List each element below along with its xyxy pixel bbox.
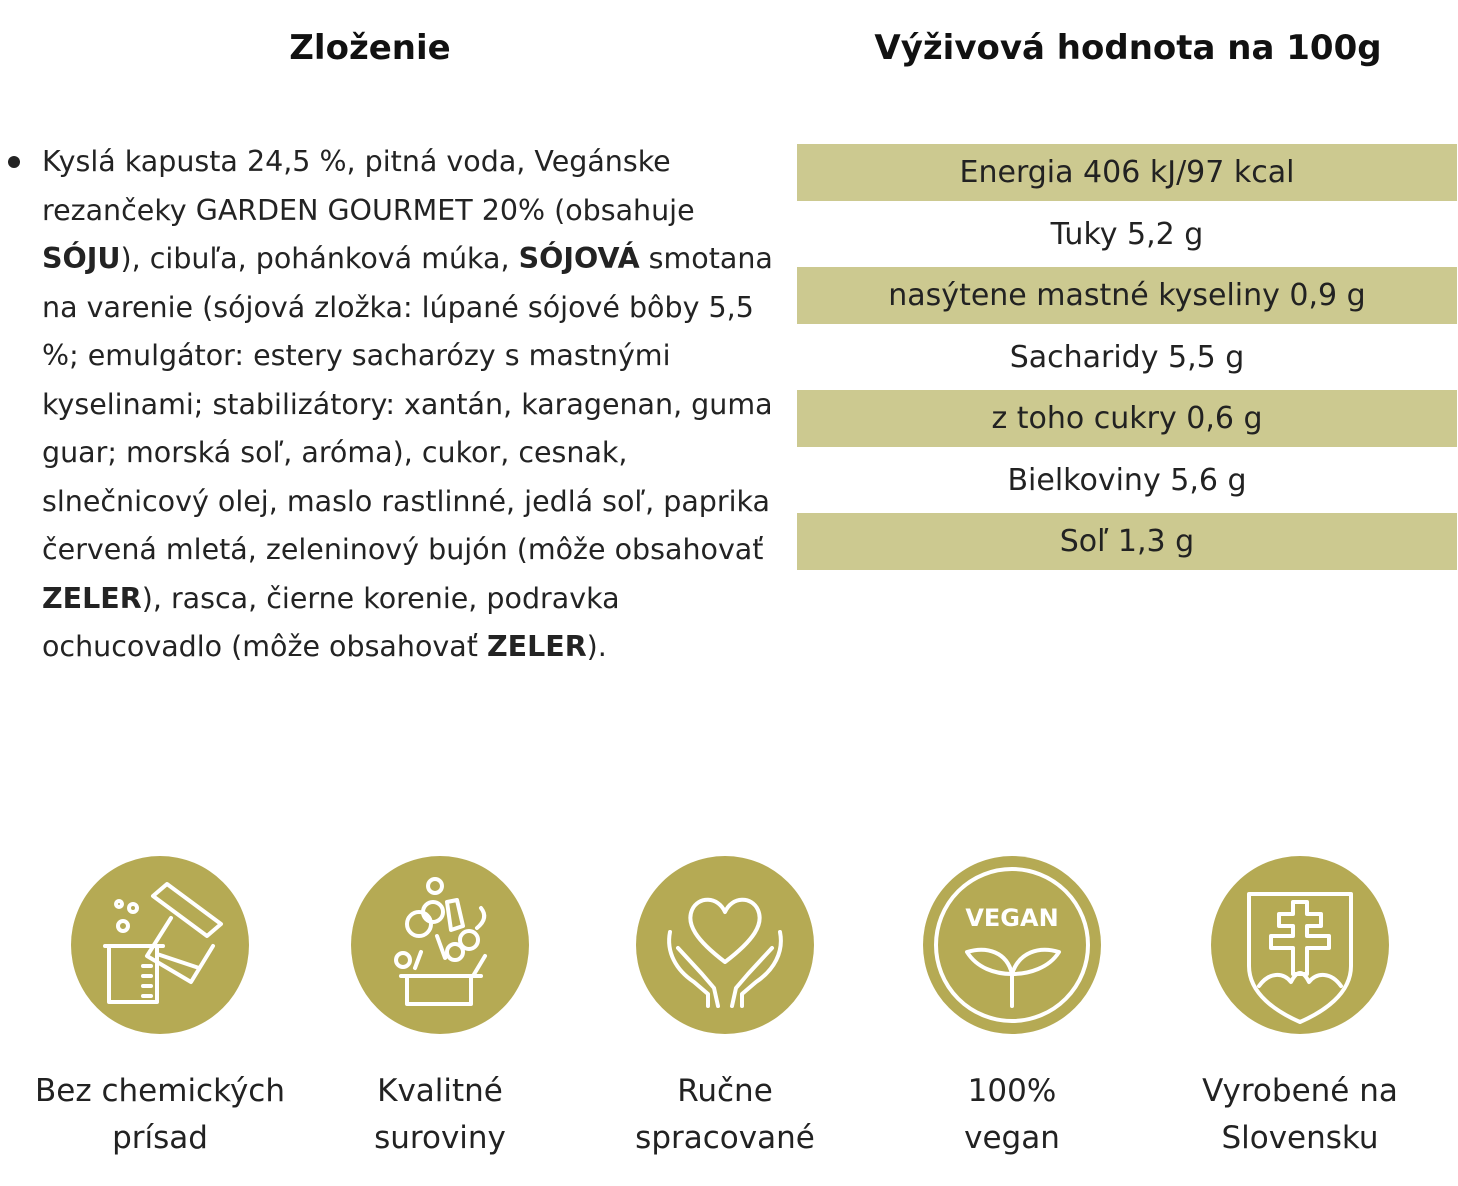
heart-hands-icon	[636, 856, 814, 1034]
feature-label-line: vegan	[964, 1120, 1060, 1156]
ingredients-text	[42, 138, 777, 672]
feature-circle	[923, 856, 1101, 1034]
feature-circle	[1211, 856, 1389, 1034]
nutrition-row-salt: Soľ 1,3 g	[797, 513, 1457, 570]
ingredients-title: Zloženie	[289, 28, 451, 68]
feature-circle	[351, 856, 529, 1034]
nutrition-row-saturated: nasýtene mastné kyseliny 0,9 g	[797, 267, 1457, 324]
feature-label-line: Ručne	[677, 1073, 773, 1109]
feature-label	[0, 1068, 320, 1162]
feature-label-line: Bez chemických	[35, 1073, 285, 1109]
feature-label-line: spracované	[635, 1120, 815, 1156]
ingredients-part: smotana na varenie (sójová zložka: lúpané sójové bôby 5,5 %; emulgátor: estery sacharózy s mastnými kyselinami; stabilizátory: xantán, karagenan, guma guar; morská soľ, aróma), cukor, cesnak, slnečnicový olej, maslo rastlinné, jedlá soľ, paprika červená mletá, zeleninový bujón (môže obsahovať	[42, 242, 773, 566]
feature-made-in-slovakia	[1140, 856, 1458, 1162]
nutrition-row-protein: Bielkoviny 5,6 g	[1007, 463, 1247, 498]
nutrition-row-energy: Energia 406 kJ/97 kcal	[797, 144, 1457, 201]
vegan-leaf-icon	[923, 856, 1101, 1034]
feature-label-line: 100%	[967, 1073, 1057, 1109]
nutrition-row-carbs: Sacharidy 5,5 g	[1009, 340, 1245, 375]
vegetables-box-icon	[351, 856, 529, 1034]
ingredients-part: ), rasca, čierne korenie, podravka ochucovadlo (môže obsahovať	[42, 581, 620, 663]
feature-no-chemicals	[0, 856, 320, 1162]
allergen-soy: SÓJU	[42, 242, 121, 275]
feature-circle	[636, 856, 814, 1034]
feature-handmade	[565, 856, 885, 1162]
allergen-celery: ZELER	[486, 630, 587, 663]
feature-vegan	[852, 856, 1172, 1162]
slovak-shield-icon	[1211, 856, 1389, 1034]
feature-label-line: Slovensku	[1221, 1120, 1379, 1156]
feature-quality-ingredients	[280, 856, 600, 1162]
list-bullet	[8, 156, 20, 168]
vegan-badge-text: VEGAN	[965, 904, 1059, 932]
feature-circle	[71, 856, 249, 1034]
lab-flask-icon	[71, 856, 249, 1034]
ingredients-part: ), cibuľa, pohánková múka,	[120, 242, 519, 275]
nutrition-title: Výživová hodnota na 100g	[874, 28, 1382, 68]
ingredients-part: Kyslá kapusta 24,5 %, pitná voda, Vegánske rezančeky GARDEN GOURMET 20% (obsahuje	[42, 145, 695, 227]
feature-label-line: suroviny	[374, 1120, 506, 1156]
allergen-soy-cream: SÓJOVÁ	[518, 242, 640, 275]
feature-label-line: Vyrobené na	[1202, 1073, 1398, 1109]
allergen-celery: ZELER	[42, 581, 142, 615]
feature-label-line: prísad	[112, 1120, 208, 1156]
feature-label-line: Kvalitné	[377, 1073, 503, 1109]
ingredients-part: ).	[586, 630, 607, 663]
feature-label	[1140, 1068, 1458, 1162]
nutrition-row-sugars: z toho cukry 0,6 g	[797, 390, 1457, 447]
feature-label	[565, 1068, 885, 1162]
feature-label	[852, 1068, 1172, 1162]
feature-label	[280, 1068, 600, 1162]
nutrition-row-fat: Tuky 5,2 g	[1050, 217, 1204, 252]
